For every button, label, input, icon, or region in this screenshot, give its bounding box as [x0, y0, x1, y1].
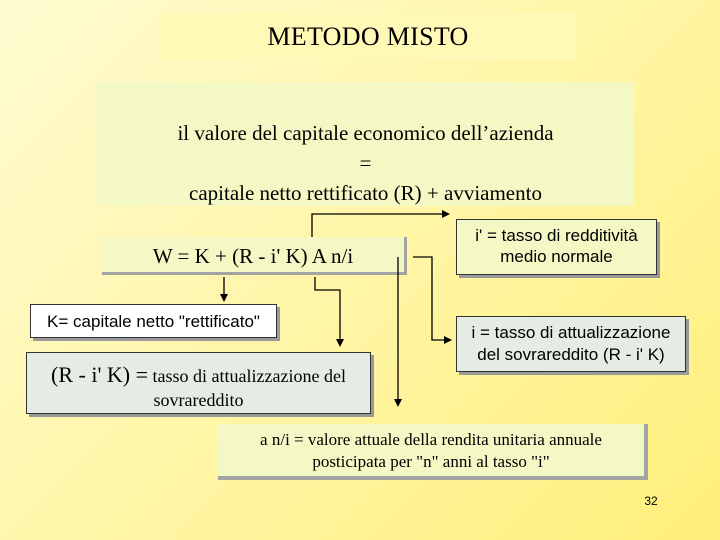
iprime-definition-line2: medio normale — [500, 247, 613, 266]
i-definition-line1: i = tasso di attualizzazione — [471, 323, 671, 342]
an-definition-line1: a n/i = valore attuale della rendita unitaria annuale — [260, 430, 602, 449]
main-definition-line1: il valore del capitale economico dell’azienda — [177, 121, 554, 145]
r-definition-line2: sovrareddito — [153, 390, 244, 410]
main-definition-equals: = — [359, 151, 372, 175]
arrow-to-r-box — [315, 277, 340, 345]
an-definition-line2: posticipata per "n" anni al tasso "i" — [312, 452, 550, 471]
iprime-definition-line1: i' = tasso di redditività — [475, 226, 638, 245]
main-definition-line3: capitale netto rettificato (R) + avviamento — [189, 181, 542, 205]
arrow-to-i-box — [413, 257, 450, 340]
formula-text: W = K + (R - i' K) A n/i — [152, 244, 354, 268]
r-definition-term: (R - i' K) = — [51, 362, 149, 387]
slide-title-text: METODO MISTO — [267, 22, 469, 51]
k-definition-text: K= capitale netto "rettificato" — [47, 312, 260, 331]
page-number: 32 — [644, 494, 658, 508]
arrow-to-iprime-box — [312, 214, 448, 237]
r-definition-desc: tasso di attualizzazione del — [148, 366, 346, 386]
i-definition-line2: del sovrareddito (R - i' K) — [477, 345, 665, 364]
